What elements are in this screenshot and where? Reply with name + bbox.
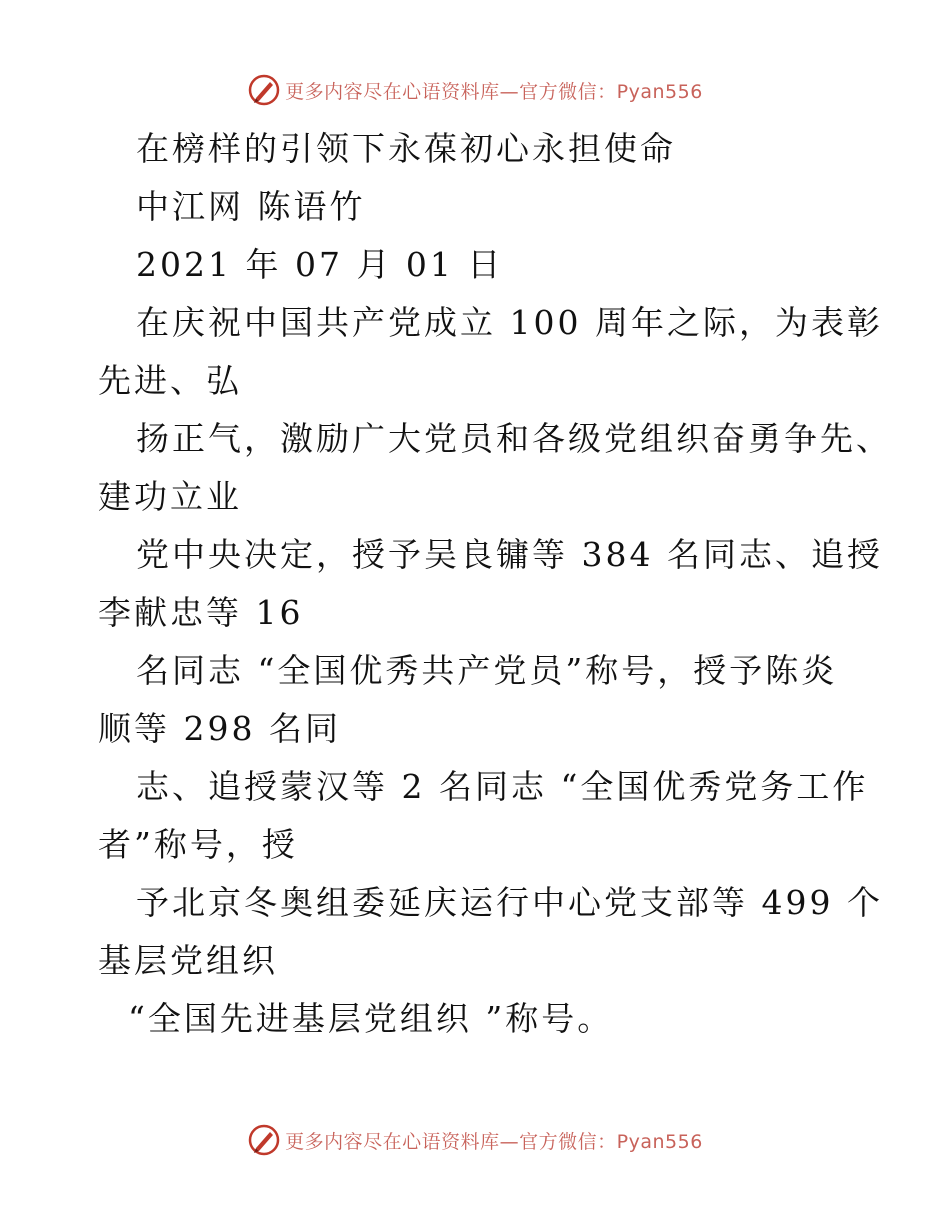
document-body <box>98 120 892 1048</box>
paragraph-line: 先进、弘 <box>98 361 242 400</box>
document-source: 中江网 陈语竹 <box>136 187 366 226</box>
paragraph-line: 者”称号，授 <box>98 825 298 864</box>
watermark-bottom <box>0 1120 950 1160</box>
paragraph-line: 志、追授蒙汉等 2 名同志 “全国优秀党务工作 <box>136 767 869 806</box>
paragraph-line: 建功立业 <box>98 477 242 516</box>
watermark-top <box>0 70 950 110</box>
paragraph-line: 基层党组织 <box>98 941 278 980</box>
paragraph-line: 在庆祝中国共产党成立 100 周年之际，为表彰 <box>136 303 883 342</box>
pen-logo-icon <box>247 1123 281 1157</box>
paragraph-line: 李献忠等 16 <box>98 593 304 632</box>
paragraph-line: 扬正气，激励广大党员和各级党组织奋勇争先、 <box>136 419 892 458</box>
paragraph-line: 顺等 298 名同 <box>98 709 341 748</box>
paragraph-line: 党中央决定，授予吴良镛等 384 名同志、追授 <box>136 535 883 574</box>
pen-logo-icon <box>247 73 281 107</box>
watermark-text: 更多内容尽在心语资料库—官方微信：Pyan556 <box>285 80 703 103</box>
watermark-text: 更多内容尽在心语资料库—官方微信：Pyan556 <box>285 1130 703 1153</box>
document-date: 2021 年 07 月 01 日 <box>136 245 504 284</box>
paragraph-line: “全国先进基层党组织 ”称号。 <box>128 999 614 1038</box>
document-title: 在榜样的引领下永葆初心永担使命 <box>136 129 676 168</box>
paragraph-line: 予北京冬奥组委延庆运行中心党支部等 499 个 <box>136 883 883 922</box>
paragraph-line: 名同志 “全国优秀共产党员”称号，授予陈炎 <box>136 651 838 690</box>
